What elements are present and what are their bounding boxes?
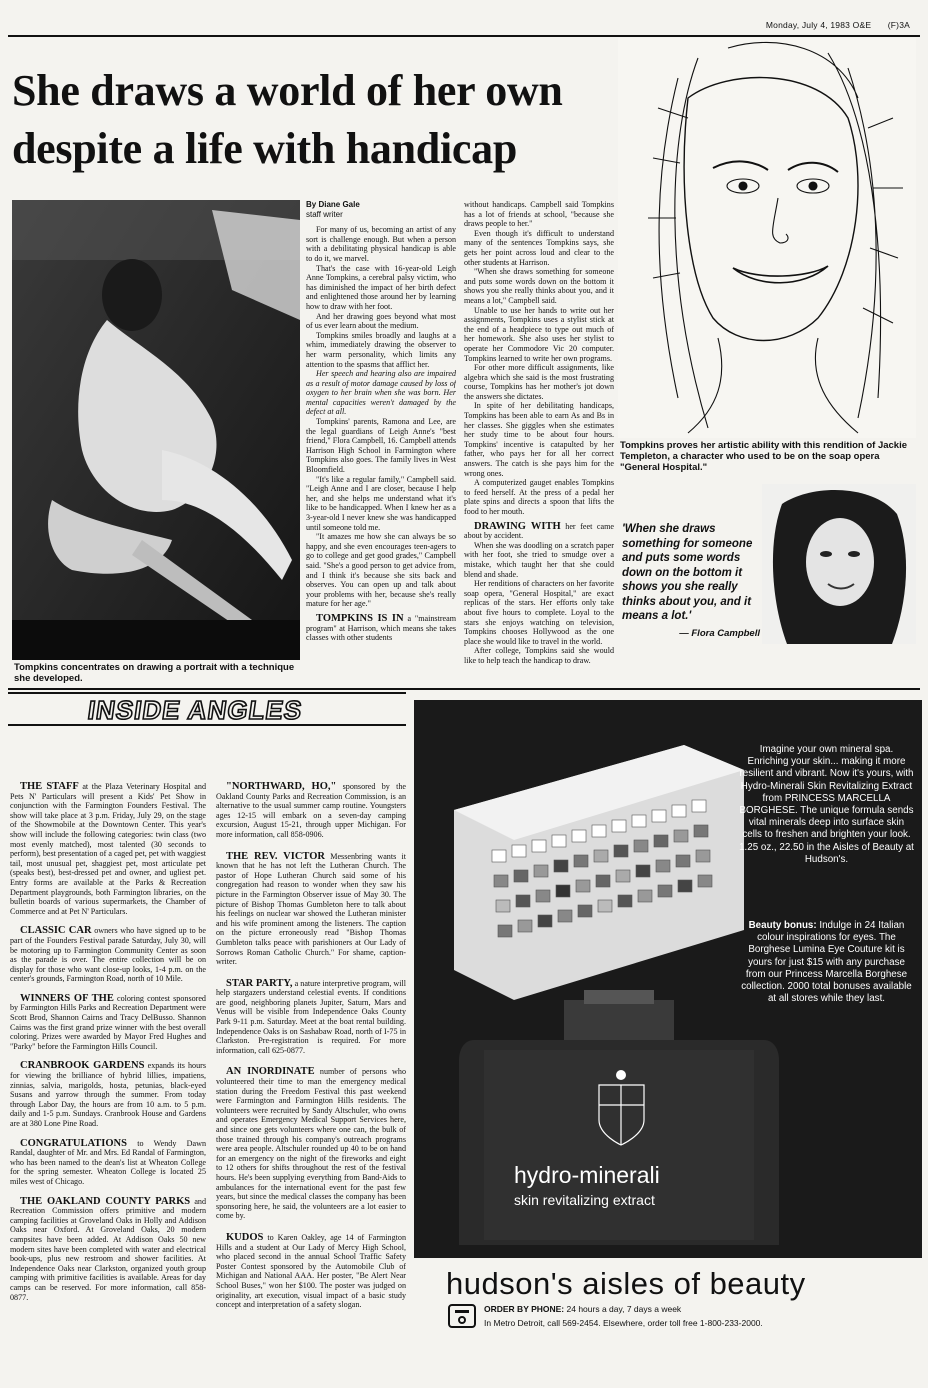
brief-lead: THE STAFF — [20, 782, 79, 792]
main-photo-image — [12, 200, 300, 660]
paragraph: That's the case with 16-year-old Leigh Anne Tompkins, a cerebral palsy victim, who has diminished the impact of her birth defect and enlightened those around her by learning how to draw with her foot. — [306, 263, 456, 311]
brief-lead: "NORTHWARD, HO," — [226, 782, 337, 792]
brief-lead: KUDOS — [226, 1231, 264, 1243]
brief-text: coloring contest sponsored by Farmington Hills Parks and Recreation Department were Scott Brod, Shannon Cairns and Tracy DelBusso. Shannon Cairns was the first grand prize winner with the best overall coloring. Prizes were awarded by Mayor Fred Hughes and "Parky" before the Farmington Hills Council. — [10, 993, 206, 1051]
brief-text: number of persons who volunteered their time to man the emergency medical station during the Freedom Festival this past weekend were Farmington and Farmington Hills residents. The volunteers were recruited by Sandy Altschuler, who owns and operates Emergency Medical Support Services here, and since one gets volunteers where one can, the bulk of those trained through his company's outreach programs were area people. Altschuler rounded up 40 to be on hand for an emergency on the night of the fireworks and eight to 12 others for shifts throughout the rest of the festival hours. He's been supplying everything from Band-Aids to ambulances for the international event for the past few years, but since the medical classes the company has been sponsoring here, he said, the volunteers are a lot easier to come by. — [216, 1067, 406, 1221]
drawing-illustration — [618, 38, 916, 438]
byline-role: staff writer — [306, 209, 343, 219]
headline-line-2: despite a life with handicap — [12, 124, 517, 173]
brief-text: to Karen Oakley, age 14 of Farmington Hills and a student at Our Lady of Mercy High School, who placed second in the annual School Traffic Safety Poster Contest sponsored by the Automobile Club of Michigan and National AAA. Her poster, "Be Alert Near School Buses," won her $100. The poster was judged on originality, art execution, visual impact of a basic study concept and interpretation of a safety slogan. — [216, 1232, 406, 1310]
brief-lead: THE OAKLAND COUNTY PARKS — [20, 1195, 191, 1207]
paragraph: her feet came about by accident. — [464, 521, 614, 541]
order-by-phone — [484, 1304, 914, 1314]
portrait-photo — [762, 484, 916, 644]
pull-quote-attribution: — Flora Campbell — [679, 627, 760, 639]
paragraph: Tompkins smiles broadly and laughs at a whim, immediately drawing the observer to her warm personality, which limits any attention to the spasms that afflict her. — [306, 330, 456, 369]
subhead-lead: TOMPKINS IS IN — [316, 612, 404, 624]
paragraph: Unable to use her hands to write out her assignments, Tompkins uses a stylist stick at the end of a headpiece to type out much of her homework. She also uses her stylist to operate her Commodore Vic 20 computer. Tompkins learned to write her own programs. — [464, 305, 614, 363]
brief-lead: THE REV. VICTOR — [226, 850, 325, 862]
phone-icon — [448, 1304, 476, 1328]
paragraph: "It's like a regular family," Campbell said. "Leigh Anne and I are closer, because I help her, and she helps me understand what it's like to be handicapped. When I knew her as a 3-year-old I never knew she was handicapped until someone told me. — [306, 474, 456, 532]
ad-copy-2-lead: Beauty bonus: — [748, 920, 817, 931]
briefs-column-middle — [216, 782, 406, 1372]
byline-name: By Diane Gale — [306, 200, 360, 209]
pull-quote — [622, 522, 760, 639]
folio-page: (F)3A — [887, 20, 910, 30]
briefs-column-left — [10, 782, 206, 1372]
paragraph: "When she draws something for someone and puts some words down on the bottom it shows you she really thinks about you, and it means a lot," Campbell said. — [464, 267, 614, 305]
brief-text: at the Plaza Veterinary Hospital and Pets N' Particulars will present a Kids' Pet Show in conjunction with the Farmington Founders Festival. The show will take place at 3 p.m. Friday, July 29, on the stage of the Showmobile at the Downtown Center. This year's show will include the following categories: twin class (two most evenly matched), most talented (30 seconds to perform), best presentation of a caged pet, pet with waggiest tail, most unusual pet, shaggiest pet, most articulate pet (speaks best), best-dressed pet and owner, and ugliest pet. Entry forms are available at the Parks & Recreation Department playgrounds, both Farmington libraries, on the bulletin boards of various supermarkets, the Chamber of Commerce and at Pet N' Particulars. — [10, 782, 206, 916]
brief-text: sponsored by the Oakland County Parks and Recreation Commission, is an alternative to the usual summer camp routine. Youngsters ages 12-15 will embark on a seven-day camping excursion, August 15-21, through upper Michigan. For more information, call 858-0906. — [216, 782, 406, 839]
brief-lead: CLASSIC CAR — [20, 925, 92, 937]
paragraph: Tompkins' parents, Ramona and Lee, are the legal guardians of Leigh Anne's "best friend," Flora Campbell, 16. Campbell attends Harrison High School in Farmington where Tompkins also goes. The family lives in West Bloomfield. — [306, 417, 456, 475]
paragraph: In spite of her debilitating handicaps, Tompkins has been able to earn As and Bs in her classes. She giggles when she estimates her study time to be about four hours. Tompkins' incentive is catapulted by her father, who pays her for all her correct answers. The catch is she pays him for the wrong ones. — [464, 401, 614, 478]
article-column-1 — [306, 200, 456, 687]
main-photo-caption: Tompkins concentrates on drawing a portrait with a technique she developed. — [14, 662, 295, 684]
brief-lead: STAR PARTY, — [226, 977, 293, 989]
byline — [306, 200, 456, 219]
phone-label: ORDER BY PHONE: — [484, 1304, 565, 1314]
paragraph: A computerized gauget enables Tompkins to feed herself. At the press of a pedal her plate spins and directs a spoon that lifts the food to her mouth. — [464, 478, 614, 516]
portrait-photo-image — [762, 484, 916, 644]
ad-product-subtitle: skin revitalizing extract — [514, 1192, 655, 1208]
pull-quote-text: 'When she draws something for someone and puts some words down on the bottom it shows you she really thinks about you, and it means a lot.' — [622, 523, 753, 622]
paragraph: "It amazes me how she can always be so happy, and she even encourages teen-agers to go to college and get good grades," Campbell said. "She's a good person to get advice from, and I think it's because she sits back and observes. You can open up and talk about your problems with her, because she's really mature for her age." — [306, 532, 456, 609]
hudsons-advertisement — [414, 700, 922, 1258]
brief-text: to Wendy Dawn Randal, daughter of Mr. and Mrs. Ed Randal of Farmington, who has been named to the dean's list at Wheaton College for the spring semester. Wheaton College is located 25 miles west of Chicago. — [10, 1138, 206, 1186]
article-column-2 — [464, 200, 614, 687]
page-folio — [752, 20, 910, 30]
portrait-drawing — [618, 38, 916, 438]
paragraph: For many of us, becoming an artist of any sort is challenge enough. But when a person with a debilitating physical handicap is able to do it, we marvel. — [306, 225, 456, 263]
main-photo — [12, 200, 300, 660]
brief-lead: WINNERS OF THE — [20, 992, 114, 1004]
brief-lead: AN INORDINATE — [226, 1066, 315, 1078]
brief-text: owners who have signed up to be part of the Founders Festival parade Saturday, July 30, will be motoring up to Farmington Community Center as soon as the parade is over. The entire collection will be on display for those who want close-up looks, 1-4 p.m. on the center's grounds, Farmington Road, north of 10 Mile. — [10, 926, 206, 984]
paragraph: a "mainstream program" at Harrison, which means she takes classes with other students — [306, 613, 456, 643]
brief-text: a nature interpretive program, will help stargazers understand celestial events. If conditions are good, neighboring planets Jupiter, Saturn, Mars and Venus will be visible from Independence Oaks County Park 9-11 p.m. Saturday. Meet at the boat rental building. Independence Oaks is on Sashabaw Road, north of I-75 in Clarkston. Pre-registration is required. For more information, call 625-0877. — [216, 978, 406, 1055]
ad-copy-2 — [739, 920, 914, 1005]
phone-hours: 24 hours a day, 7 days a week — [566, 1304, 682, 1314]
paragraph: Even though it's difficult to understand many of the sentences Tompkins says, she gets her point across loud and clear to the other students at Harrison. — [464, 228, 614, 267]
headline-line-1: She draws a world of her own — [12, 66, 563, 115]
inside-angles-banner — [8, 692, 406, 726]
inside-angles-title: INSIDE ANGLES — [85, 695, 305, 725]
brief-text: Messenbring wants it known that he has not left the Lutheran Church. The pastor of Hope Lutheran Church said some of his congregation had reason to wonder when they saw his picture in the Farmington Observer issue of May 30. The picture of Bishop Thomas Gumbleton here to talk about his feelings on nuclear war showed the Lutheran minister and his wife prominent among the listeners. The caption on the picture erroneously read "Bishop Thomas Gumbleton talks peace with parishioners at Our Lady of Sorrows Roman Catholic Church." For shame, caption-writer. — [216, 851, 406, 967]
subhead-lead: DRAWING WITH — [474, 520, 561, 532]
paragraph: For other more difficult assignments, like algebra which she said is the most frustrating course, Tompkins has her mother's jot down the answers she dictates. — [464, 363, 614, 401]
hudsons-brand-logo: hudson's aisles of beauty — [446, 1266, 806, 1301]
brief-text: and Recreation Commission offers primitive and modern camping facilities at Groveland Oaks in Holly and Addison Oaks near Oxford. At Groveland Oaks, 20 modern campsites have been added. At Addison Oaks 50 new modern sites have been completed with water and electrical book-ups, plus new restroom and shower facilities. At Independence Oaks near Clarkston, organized youth group camping with primitive facilities is available. Areas for day camps can be reserved. For more information, call 858-0877. — [10, 1196, 206, 1302]
phone-numbers: In Metro Detroit, call 569-2454. Elsewhere, order toll free 1-800-233-2000. — [484, 1318, 763, 1328]
brief-lead: CONGRATULATIONS — [20, 1137, 127, 1149]
ad-copy-2-text: Indulge in 24 Italian colour inspirations for eyes. The Borghese Lumina Eye Couture kit is yours for just $15 with any purchase from our Princess Marcella Borghese collection. 2000 total bonuses available at all stores while they last. — [741, 920, 912, 1005]
drawing-caption: Tompkins proves her artistic ability with this rendition of Jackie Templeton, a character who used to be on the soap opera "General Hospital." — [620, 440, 907, 473]
section-rule — [8, 688, 920, 690]
ad-copy-1: Imagine your own mineral spa. Enriching your skin... making it more resilient and vibrant. Now it's yours, with Hydro-Minerali Skin Revitalizing Extract from PRINCESS MARCELLA BORGHESE. The unique formula sends vital minerals deep into surface skin cells to freshen and brighten your look. 1.25 oz., 22.50 in the Aisles of Beauty at Hudson's. — [739, 744, 914, 865]
paragraph: When she was doodling on a scratch paper with her foot, she tried to smudge over a mistake, which taught her that she could blend and shade. — [464, 540, 614, 579]
ad-product-name: hydro-minerali — [514, 1162, 660, 1188]
folio-date: Monday, July 4, 1983 O&E — [765, 20, 872, 30]
paragraph: without handicaps. Campbell said Tompkins has a lot of friends at school, "because she draws people to her." — [464, 200, 614, 229]
paragraph: Her speech and hearing also are impaired as a result of motor damage caused by loss of oxygen to her brain when she was born. Her mental capacities weren't damaged by the defect at all. — [306, 369, 456, 417]
headline — [12, 62, 632, 178]
paragraph: After college, Tompkins said she would like to help teach the handicap to draw. — [464, 646, 614, 665]
top-rule — [8, 35, 920, 37]
brief-lead: CRANBROOK GARDENS — [20, 1060, 145, 1072]
paragraph: Her renditions of characters on her favorite soap opera, "General Hospital," are exact replicas of the stars. Her efforts only take about five hours to complete. Loyal to the stars she enjoys watching on television, Tompkins chooses Hollywood as the one place she would like to travel in the world. — [464, 579, 614, 646]
paragraph: And her drawing goes beyond what most of us ever learn about the medium. — [306, 311, 456, 331]
brief-text: expands its hours for viewing the brilliance of hybrid lillies, impatiens, zinnias, salvia, marigolds, hosta, petunias, black-eyed Susans and yarrow through the summer. From today through Labor Day, the hours are from 10 a.m. to 5 p.m. daily and 1-5 p.m. Sundays. Cranbrook House and Gardens are at 380 Lone Pine Road. — [10, 1061, 206, 1128]
